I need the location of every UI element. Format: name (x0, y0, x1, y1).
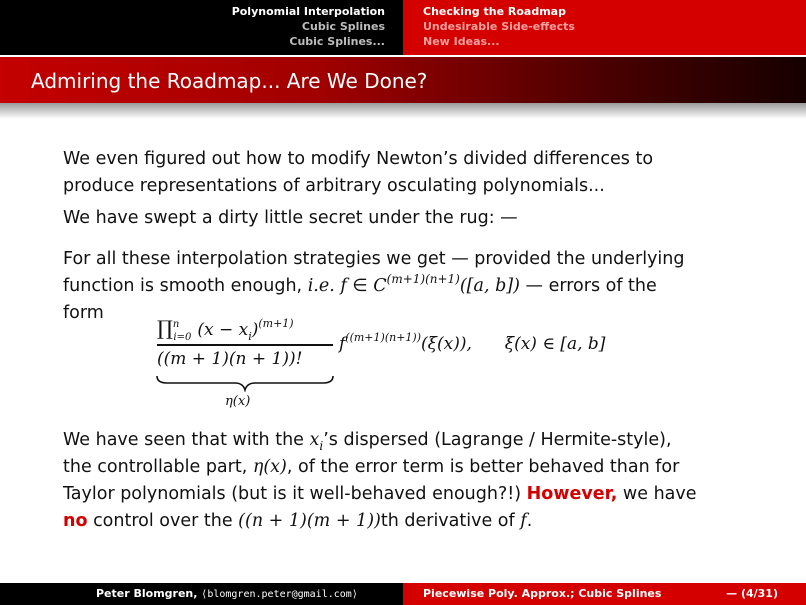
paragraph-1-line-1: We even figured out how to modify Newton’s divided differences to (63, 149, 654, 169)
formula-f-superscript: ((m+1)(n+1)) (345, 331, 421, 344)
formula-f-argument: (ξ(x)), (421, 334, 472, 354)
paragraph-2: We have swept a dirty little secret under the rug: — (63, 208, 518, 228)
product-upper: n (172, 319, 180, 330)
math-x: x (309, 430, 320, 450)
fraction-bar (157, 344, 333, 346)
paragraph-3-line-3: form (63, 303, 104, 323)
underbrace (155, 374, 335, 392)
frame-title-bar (0, 57, 806, 103)
text-segment: Taylor polynomials (but is it well-behaved enough?!) (63, 484, 522, 504)
math-x-subscript: i (319, 439, 324, 453)
text-segment: we have (622, 484, 697, 504)
nav-section-cubic-splines[interactable]: Cubic Splines (301, 20, 385, 33)
text-segment: . (526, 511, 533, 531)
paragraph-4-line-3 (63, 482, 697, 506)
formula-numerator (157, 316, 294, 343)
text-segment: the controllable part, (63, 457, 248, 477)
paragraph-4-line-1 (63, 428, 672, 453)
author-name: Peter Blomgren, (96, 587, 198, 600)
product-factor-sub: i (248, 330, 252, 343)
nav-subsection-checking-roadmap[interactable]: Checking the Roadmap (423, 5, 566, 18)
highlight-no: no (63, 511, 88, 531)
paragraph-3-line-1: For all these interpolation strategies we get — provided the underlying (63, 249, 685, 269)
paragraph-3-line-2 (63, 274, 657, 299)
product-symbol: ∏ (157, 316, 173, 340)
title-shadow (0, 103, 806, 119)
highlight-however: However, (526, 484, 618, 504)
footer-page-number: — (4/31) (726, 587, 778, 600)
error-formula (155, 316, 675, 416)
paragraph-4-line-4 (63, 509, 532, 533)
paragraph-4-line-2 (63, 455, 679, 479)
footer-right (403, 583, 806, 605)
formula-denominator: ((m + 1)(n + 1))! (157, 349, 303, 369)
subsection-nav-right (403, 0, 806, 55)
text-segment: We have seen that with the (63, 430, 304, 450)
math-element-of: ∈ (352, 276, 368, 296)
text-segment: control over the (93, 511, 233, 531)
product-factor-close: ) (251, 320, 259, 340)
math-f: f (340, 276, 347, 296)
text-segment: , of the error term is better behaved than for (286, 457, 680, 477)
product-factor: (x − x (197, 320, 249, 340)
math-f: f (520, 511, 527, 531)
formula-domain: ξ(x) ∈ [a, b] (504, 334, 606, 354)
formula-derivative-term (339, 331, 606, 354)
section-nav-left (0, 0, 403, 55)
frame-title: Admiring the Roadmap... Are We Done? (31, 69, 428, 93)
nav-section-cubic-splines-more[interactable]: Cubic Splines... (289, 35, 385, 48)
math-interval: ([a, b]) (459, 276, 520, 296)
paragraph-1-line-2: produce representations of arbitrary osculating polynomials... (63, 176, 605, 196)
nav-subsection-new-ideas[interactable]: New Ideas... (423, 35, 500, 48)
header-bar (0, 0, 806, 55)
footer-talk-title: Piecewise Poly. Approx.; Cubic Splines (423, 587, 662, 600)
text-segment: ’s dispersed (Lagrange / Hermite-style), (323, 430, 672, 450)
text-segment: th derivative of (380, 511, 515, 531)
footer-bar (0, 583, 806, 605)
math-eta: η(x) (252, 457, 287, 477)
author-email: ⟨blomgren.peter@gmail.com⟩ (201, 589, 358, 600)
formula-f: f (339, 334, 346, 354)
text-segment: — errors of the (525, 276, 657, 296)
ie-abbrev: i.e. (307, 276, 335, 296)
nav-subsection-side-effects[interactable]: Undesirable Side-effects (423, 20, 575, 33)
product-power: (m+1) (258, 317, 294, 330)
footer-author (96, 587, 358, 600)
math-derivative-order: ((n + 1)(m + 1)) (238, 511, 381, 531)
underbrace-label: η(x) (225, 394, 251, 409)
math-C-superscript: (m+1)(n+1) (386, 272, 460, 286)
product-lower: i=0 (173, 332, 192, 343)
nav-section-polynomial-interpolation[interactable]: Polynomial Interpolation (231, 5, 385, 18)
math-C: C (373, 276, 387, 296)
text-segment: function is smooth enough, (63, 276, 303, 296)
